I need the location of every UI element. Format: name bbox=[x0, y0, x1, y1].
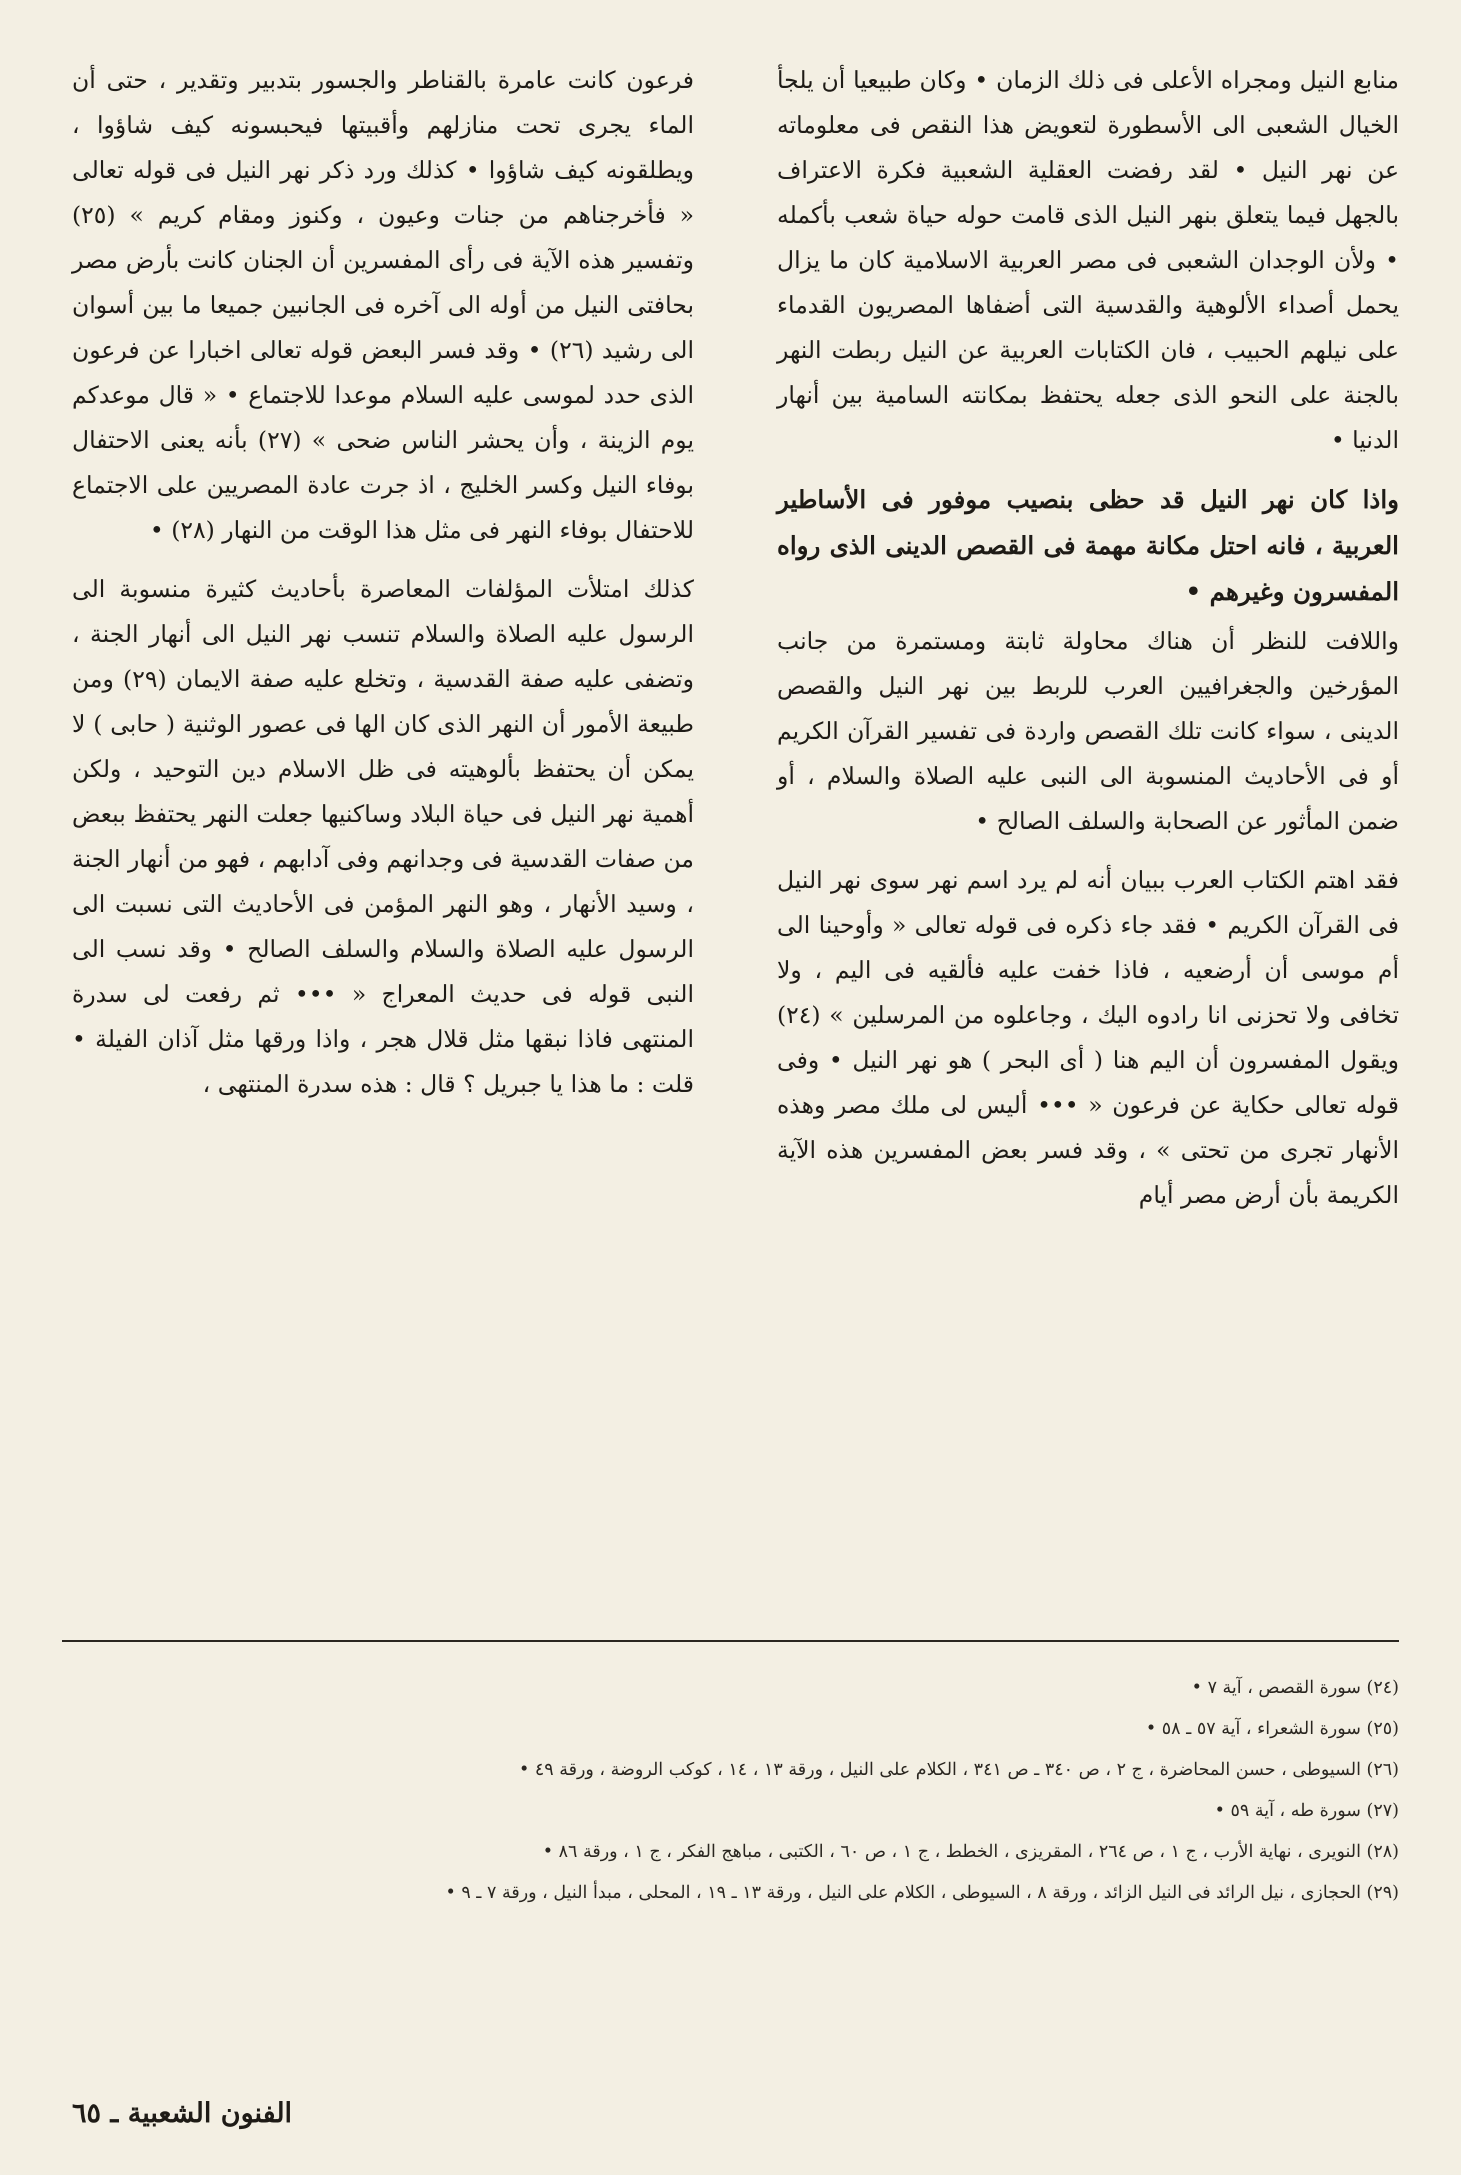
footnotes bbox=[59, 1668, 1399, 1914]
left-paragraph-2: كذلك امتلأت المؤلفات المعاصرة بأحاديث كثيرة منسوبة الى الرسول عليه الصلاة والسلام تنسب نهر النيل الى أنهار الجنة ، وتضفى عليه صفة القدسية ، وتخلع عليه صفة الايمان (٢٩) ومن طبيعة الأمور أن النهر الذى كان الها فى عصور الوثنية ( حابى ) لا يمكن أن يحتفظ بألوهيته فى ظل الاسلام دين التوحيد ، ولكن أهمية نهر النيل فى حياة البلاد وساكنيها جعلت النهر يحتفظ ببعض من صفات القدسية فى وجدانهم وفى آدابهم ، فهو من أنهار الجنة ، وسيد الأنهار ، وهو النهر المؤمن فى الأحاديث التى نسبت الى الرسول عليه الصلاة والسلام والسلف الصالح • وقد نسب الى النبى قوله فى حديث المعراج « ••• ثم رفعت لى سدرة المنتهى فاذا نبقها مثل قلال هجر ، واذا ورقها مثل آذان الفيلة • قلت : ما هذا يا جبريل ؟ قال : هذه سدرة المنتهى ، bbox=[72, 575, 694, 1098]
right-lead-paragraph: واذا كان نهر النيل قد حظى بنصيب موفور فى الأساطير العربية ، فانه احتل مكانة مهمة فى القصص الدينى الذى رواه المفسرون وغيرهم • bbox=[777, 485, 1399, 606]
page-folio: الفنون الشعبية ـ ٦٥ bbox=[72, 2098, 293, 2129]
footnote-28: (٢٨) النويرى ، نهاية الأرب ، ج ١ ، ص ٢٦٤ ، المقريزى ، الخطط ، ج ١ ، ص ٦٠ ، الكتبى ، مباهج الفكر ، ج ١ ، ورقة ٨٦ • bbox=[542, 1842, 1399, 1862]
footnote-27: (٢٧) سورة طه ، آية ٥٩ • bbox=[1214, 1801, 1399, 1821]
right-column bbox=[777, 58, 1399, 1232]
right-paragraph-4: فقد اهتم الكتاب العرب ببيان أنه لم يرد اسم نهر سوى نهر النيل فى القرآن الكريم • فقد جاء ذكره فى قوله تعالى « وأوحينا الى أم موسى أن أرضعيه ، فاذا خفت عليه فألقيه فى اليم ، ولا تخافى ولا تحزنى انا رادوه اليك ، وجاعلوه من المرسلين » (٢٤) ويقول المفسرون أن اليم هنا ( أى البحر ) هو نهر النيل • وفى قوله تعالى حكاية عن فرعون « ••• أليس لى ملك مصر وهذه الأنهار تجرى من تحتى » ، وقد فسر بعض المفسرين هذه الآية الكريمة بأن أرض مصر أيام bbox=[777, 866, 1399, 1209]
left-column bbox=[72, 58, 694, 1121]
right-paragraph-3: واللافت للنظر أن هناك محاولة ثابتة ومستمرة من جانب المؤرخين والجغرافيين العرب للربط بين نهر النيل والقصص الدينى ، سواء كانت تلك القصص واردة فى تفسير القرآن الكريم أو فى الأحاديث المنسوبة الى النبى عليه الصلاة والسلام ، أو ضمن المأثور عن الصحابة والسلف الصالح • bbox=[777, 627, 1399, 835]
footnote-25: (٢٥) سورة الشعراء ، آية ٥٧ ـ ٥٨ • bbox=[1145, 1719, 1399, 1739]
footnote-26: (٢٦) السيوطى ، حسن المحاضرة ، ج ٢ ، ص ٣٤٠ ـ ص ٣٤١ ، الكلام على النيل ، ورقة ١٣ ، ١٤ ، كوكب الروضة ، ورقة ٤٩ • bbox=[518, 1760, 1399, 1780]
left-paragraph-1: فرعون كانت عامرة بالقناطر والجسور بتدبير وتقدير ، حتى أن الماء يجرى تحت منازلهم وأقبيتها فيحبسونه كيف شاؤوا ، ويطلقونه كيف شاؤوا • كذلك ورد ذكر نهر النيل فى قوله تعالى « فأخرجناهم من جنات وعيون ، وكنوز ومقام كريم » (٢٥) وتفسير هذه الآية فى رأى المفسرين أن الجنان كانت بأرض مصر بحافتى النيل من أوله الى آخره فى الجانبين جميعا ما بين أسوان الى رشيد (٢٦) • وقد فسر البعض قوله تعالى اخبارا عن فرعون الذى حدد لموسى عليه السلام موعدا للاجتماع • « قال موعدكم يوم الزينة ، وأن يحشر الناس ضحى » (٢٧) بأنه يعنى الاحتفال بوفاء النيل وكسر الخليج ، اذ جرت عادة المصريين على الاجتماع للاحتفال بوفاء النهر فى مثل هذا الوقت من النهار (٢٨) • bbox=[72, 66, 694, 544]
right-paragraph-1: منابع النيل ومجراه الأعلى فى ذلك الزمان • وكان طبيعيا أن يلجأ الخيال الشعبى الى الأسطورة لتعويض هذا النقص فى معلوماته عن نهر النيل • لقد رفضت العقلية الشعبية فكرة الاعتراف بالجهل فيما يتعلق بنهر النيل الذى قامت حوله حياة شعب بأكمله • ولأن الوجدان الشعبى فى مصر العربية الاسلامية كان ما يزال يحمل أصداء الألوهية والقدسية التى أضفاها المصريون القدماء على نيلهم الحبيب ، فان الكتابات العربية عن النيل ربطت النهر بالجنة على النحو الذى جعله يحتفظ بمكانته السامية بين أنهار الدنيا • bbox=[777, 66, 1399, 454]
footnote-29: (٢٩) الحجازى ، نيل الرائد فى النيل الزائد ، ورقة ٨ ، السيوطى ، الكلام على النيل ، ورقة ١٣ ـ ١٩ ، المحلى ، مبدأ النيل ، ورقة ٧ ـ ٩ • bbox=[445, 1883, 1399, 1903]
footnote-divider bbox=[62, 1640, 1399, 1642]
footnote-24: (٢٤) سورة القصص ، آية ٧ • bbox=[1191, 1678, 1399, 1698]
